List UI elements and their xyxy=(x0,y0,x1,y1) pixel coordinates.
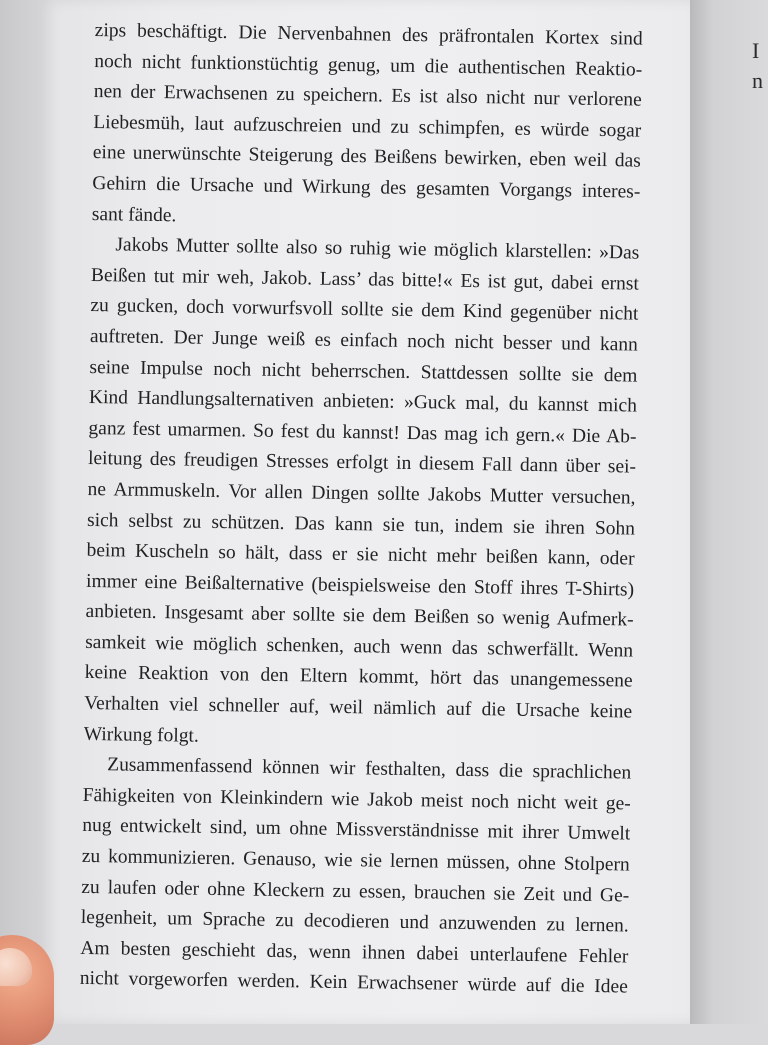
text-line: Gehirn die Ursache und Wirkung des gesamten Vorgangs interes- xyxy=(92,172,641,203)
text-line: sant fände. xyxy=(91,203,177,226)
text-line: zu laufen oder ohne Kleckern zu essen, brauchen sie Zeit und Ge- xyxy=(81,876,630,907)
right-page-glyph: I xyxy=(752,40,760,62)
text-line: nicht vorgeworfen werden. Kein Erwachsener würde auf die Idee xyxy=(79,968,628,998)
text-line: nug entwickelt sind, um ohne Missverständnisse mit ihrer Umwelt xyxy=(82,815,631,845)
text-line: ganz fest umarmen. So fest du kannst! Das mag ich gern.« Die Ab- xyxy=(88,417,637,448)
page-text xyxy=(80,16,655,1004)
text-line: sich selbst zu schützen. Das kann sie tun, indem sie ihren Sohn xyxy=(86,509,636,540)
text-line: Kind Handlungsalternativen anbieten: »Guck mal, du kannst mich xyxy=(88,387,638,417)
text-line: zu gucken, doch vorwurfsvoll sollte sie dem Kind gegenüber nicht xyxy=(90,295,639,325)
text-line: Wirkung folgt. xyxy=(83,723,199,747)
text-line: eine unerwünschte Steigerung des Beißens bewirken, eben weil das xyxy=(92,142,641,172)
text-line: Fähigkeiten von Kleinkindern wie Jakob meist noch nicht weit ge- xyxy=(82,784,631,815)
text-line: leitung des freudigen Stresses erfolgt in diesem Fall dann über sei- xyxy=(87,448,637,478)
text-line: noch nicht funktionstüchtig genug, um die authentischen Reaktio- xyxy=(94,50,643,81)
text-line: zips beschäftigt. Die Nervenbahnen des präfrontalen Kortex sind xyxy=(94,19,643,50)
text-line: legenheit, um Sprache zu decodieren und anzuwenden zu lernen. xyxy=(80,907,629,937)
text-line: Am besten geschieht das, wenn ihnen dabei unterlaufene Fehler xyxy=(80,937,629,968)
text-line: auftreten. Der Junge weiß es einfach noch nicht besser und kann xyxy=(89,325,639,356)
right-page-glyph: n xyxy=(752,70,763,92)
text-line: keine Reaktion von den Eltern kommt, hört das unangemessene xyxy=(84,662,633,692)
text-line: Beißen tut mir weh, Jakob. Lass’ das bitte!« Es ist gut, dabei ernst xyxy=(90,264,640,295)
text-line: beim Kuscheln so hält, dass er sie nicht mehr beißen kann, oder xyxy=(86,540,635,570)
text-line: zu kommunizieren. Genauso, wie sie lernen müssen, ohne Stolpern xyxy=(81,845,630,876)
text-line: Zusammenfassend können wir festhalten, dass die sprachlichen xyxy=(107,754,632,784)
text-line: ne Armmuskeln. Vor allen Dingen sollte Jakobs Mutter versuchen, xyxy=(87,478,636,509)
text-line: seine Impulse noch nicht beherrschen. Stattdessen sollte sie dem xyxy=(89,356,638,387)
right-page-edge xyxy=(690,0,768,1024)
text-line: samkeit wie möglich schenken, auch wenn das schwerfällt. Wenn xyxy=(84,631,634,662)
text-line: anbieten. Insgesamt aber sollte sie dem Beißen so wenig Aufmerk- xyxy=(85,601,634,631)
text-line: Jakobs Mutter sollte also so ruhig wie möglich klarstellen: »Das xyxy=(115,234,640,264)
text-line: immer eine Beißalternative (beispielsweise den Stoff ihres T-Shirts) xyxy=(85,570,635,601)
text-line: nen der Erwachsenen zu speichern. Es ist also nicht nur verlorene xyxy=(93,81,642,111)
text-line: Verhalten viel schneller auf, weil nämlich auf die Ursache keine xyxy=(84,692,633,723)
text-line: Liebesmüh, laut aufzuschreien und zu schimpfen, es würde sogar xyxy=(93,111,642,142)
